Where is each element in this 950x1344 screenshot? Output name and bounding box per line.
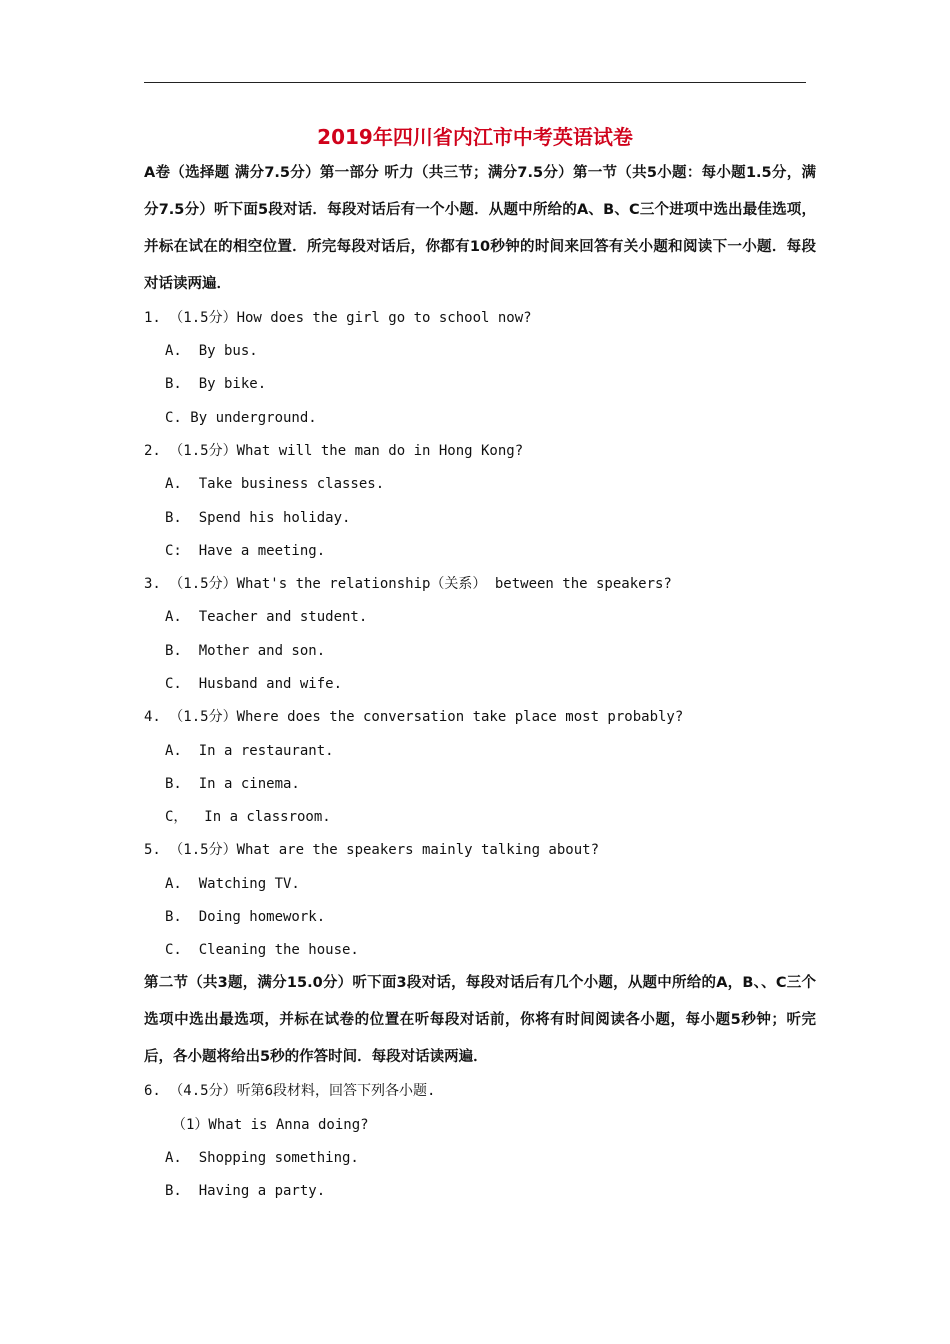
- question-4: 4. （1.5分）Where does the conversation take place most probably?: [144, 709, 684, 725]
- question-5-option-c: C. Cleaning the house.: [165, 942, 359, 958]
- question-5-option-b: B. Doing homework.: [165, 909, 326, 925]
- question-6-option-a: A. Shopping something.: [165, 1150, 359, 1166]
- question-1: 1. （1.5分）How does the girl go to school now?: [144, 310, 532, 326]
- question-6-option-b: B. Having a party.: [165, 1183, 326, 1199]
- question-3: 3. （1.5分）What's the relationship（关系） between the speakers?: [144, 576, 672, 592]
- question-1-option-b: B. By bike.: [165, 376, 267, 392]
- question-2-option-c: C: Have a meeting.: [165, 543, 326, 559]
- question-2: 2. （1.5分）What will the man do in Hong Kong?: [144, 443, 524, 459]
- exam-title: 2019年四川省内江市中考英语试卷: [317, 125, 633, 149]
- section-two-instructions: 第二节（共3题，满分15.0分）听下面3段对话，每段对话后有几个小题，从题中所给的A，B、、C三个选项中选出最选项，并标在试卷的位置在听每段对话前，你将有时间阅读各小题，每小题5秒钟；听完后，各小题将给出5秒的作答时间．每段对话读两遍．: [144, 975, 816, 1065]
- question-2-option-b: B. Spend his holiday.: [165, 510, 351, 526]
- question-5: 5. （1.5分）What are the speakers mainly talking about?: [144, 842, 600, 858]
- header-rule: [144, 82, 806, 83]
- question-3-option-a: A. Teacher and student.: [165, 609, 368, 625]
- question-2-option-a: A. Take business classes.: [165, 476, 385, 492]
- question-3-option-c: C. Husband and wife.: [165, 676, 343, 692]
- question-3-option-b: B. Mother and son.: [165, 643, 326, 659]
- question-4-option-b: B. In a cinema.: [165, 776, 300, 792]
- question-1-option-a: A. By bus.: [165, 343, 258, 359]
- section-one-instructions: A卷（选择题 满分7.5分）第一部分 听力（共三节；满分7.5分）第一节（共5小题：每小题1.5分，满分7.5分）听下面5段对话．每段对话后有一个小题．从题中所给的A、B、C三个进项中选出最佳选项，并标在试在的相空位置．所完每段对话后，你都有10秒钟的时间来回答有关小题和阅读下一小题．每段对话读两遍．: [144, 165, 816, 292]
- question-4-option-a: A. In a restaurant.: [165, 743, 334, 759]
- question-5-option-a: A. Watching TV.: [165, 876, 300, 892]
- question-4-option-c: C， In a classroom.: [165, 809, 331, 825]
- question-6: 6. （4.5分）听第6段材料，回答下列各小题.: [144, 1083, 436, 1099]
- question-6-sub-1: （1）What is Anna doing?: [172, 1117, 369, 1133]
- question-1-option-c: C. By underground.: [165, 410, 317, 426]
